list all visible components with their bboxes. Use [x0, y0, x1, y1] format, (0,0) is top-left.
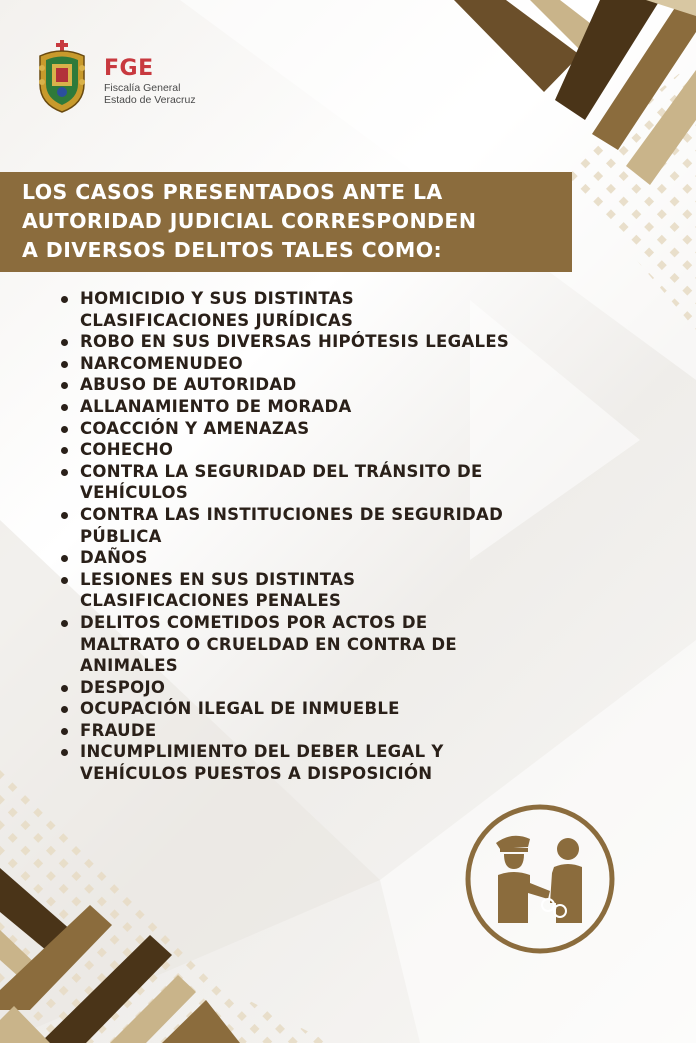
bullet-icon — [61, 512, 68, 519]
list-item-text: ABUSO DE AUTORIDAD — [80, 375, 297, 395]
list-item — [58, 547, 509, 569]
bullet-icon — [61, 749, 68, 756]
list-item — [58, 374, 509, 396]
list-item-text: DELITOS COMETIDOS POR ACTOS DE — [80, 612, 428, 632]
list-item — [58, 504, 509, 547]
bullet-icon — [61, 404, 68, 411]
bullet-icon — [61, 447, 68, 454]
police-arrest-icon — [464, 803, 616, 955]
list-item-text: COACCIÓN Y AMENAZAS — [80, 418, 310, 438]
bullet-icon — [61, 339, 68, 346]
bullet-icon — [61, 426, 68, 433]
list-item-text-cont: CLASIFICACIONES JURÍDICAS — [80, 310, 354, 330]
bullet-icon — [61, 555, 68, 562]
list-item-text: ROBO EN SUS DIVERSAS HIPÓTESIS LEGALES — [80, 332, 510, 352]
list-item-text: OCUPACIÓN ILEGAL DE INMUEBLE — [80, 699, 400, 719]
bullet-icon — [61, 382, 68, 389]
list-item — [58, 720, 509, 742]
list-item — [58, 612, 509, 677]
list-item-text: DESPOJO — [80, 677, 166, 697]
list-item — [58, 418, 509, 440]
list-item-text-cont: MALTRATO O CRUELDAD EN CONTRA DE — [80, 634, 457, 654]
list-item-text: HOMICIDIO Y SUS DISTINTAS — [80, 289, 354, 308]
brand-name-line2: Estado de Veracruz — [104, 94, 196, 106]
list-item — [58, 353, 509, 375]
list-item-text: CONTRA LA SEGURIDAD DEL TRÁNSITO DE — [80, 461, 483, 481]
brand-acronym: FGE — [104, 56, 154, 81]
list-item — [58, 569, 509, 612]
list-item-text: INCUMPLIMIENTO DEL DEBER LEGAL Y — [80, 742, 444, 762]
brand-name-line1: Fiscalía General — [104, 82, 181, 94]
bullet-icon — [61, 469, 68, 476]
list-item — [58, 396, 509, 418]
list-item — [58, 698, 509, 720]
list-item — [58, 741, 509, 784]
list-item — [58, 677, 509, 699]
list-item — [58, 288, 509, 331]
list-item-text: LESIONES EN SUS DISTINTAS — [80, 569, 356, 589]
bullet-icon — [61, 620, 68, 627]
bullet-icon — [61, 577, 68, 584]
list-item — [58, 461, 509, 504]
bullet-icon — [61, 728, 68, 735]
list-item — [58, 439, 509, 461]
list-item-text-cont: CLASIFICACIONES PENALES — [80, 591, 342, 611]
list-item-text-cont: PÚBLICA — [80, 526, 162, 546]
headline-line-3: A DIVERSOS DELITOS TALES COMO: — [22, 238, 443, 262]
list-item-text-cont: VEHÍCULOS — [80, 483, 189, 503]
headline-banner — [0, 172, 572, 272]
list-item — [58, 331, 509, 353]
list-item-text: CONTRA LAS INSTITUCIONES DE SEGURIDAD — [80, 504, 504, 524]
crime-list — [58, 288, 509, 785]
headline-line-2: AUTORIDAD JUDICIAL CORRESPONDEN — [22, 209, 477, 233]
bullet-icon — [61, 706, 68, 713]
list-item-text: ALLANAMIENTO DE MORADA — [80, 396, 352, 416]
bullet-icon — [61, 361, 68, 368]
list-item-text: FRAUDE — [80, 720, 157, 740]
bullet-icon — [61, 685, 68, 692]
list-item-text-cont: ANIMALES — [80, 656, 178, 676]
headline-line-1: LOS CASOS PRESENTADOS ANTE LA — [22, 180, 443, 204]
list-item-text: COHECHO — [80, 440, 174, 460]
list-item-text: DAÑOS — [80, 548, 148, 568]
list-item-text-cont: VEHÍCULOS PUESTOS A DISPOSICIÓN — [80, 764, 433, 784]
list-item-text: NARCOMENUDEO — [80, 353, 243, 373]
bullet-icon — [61, 296, 68, 303]
